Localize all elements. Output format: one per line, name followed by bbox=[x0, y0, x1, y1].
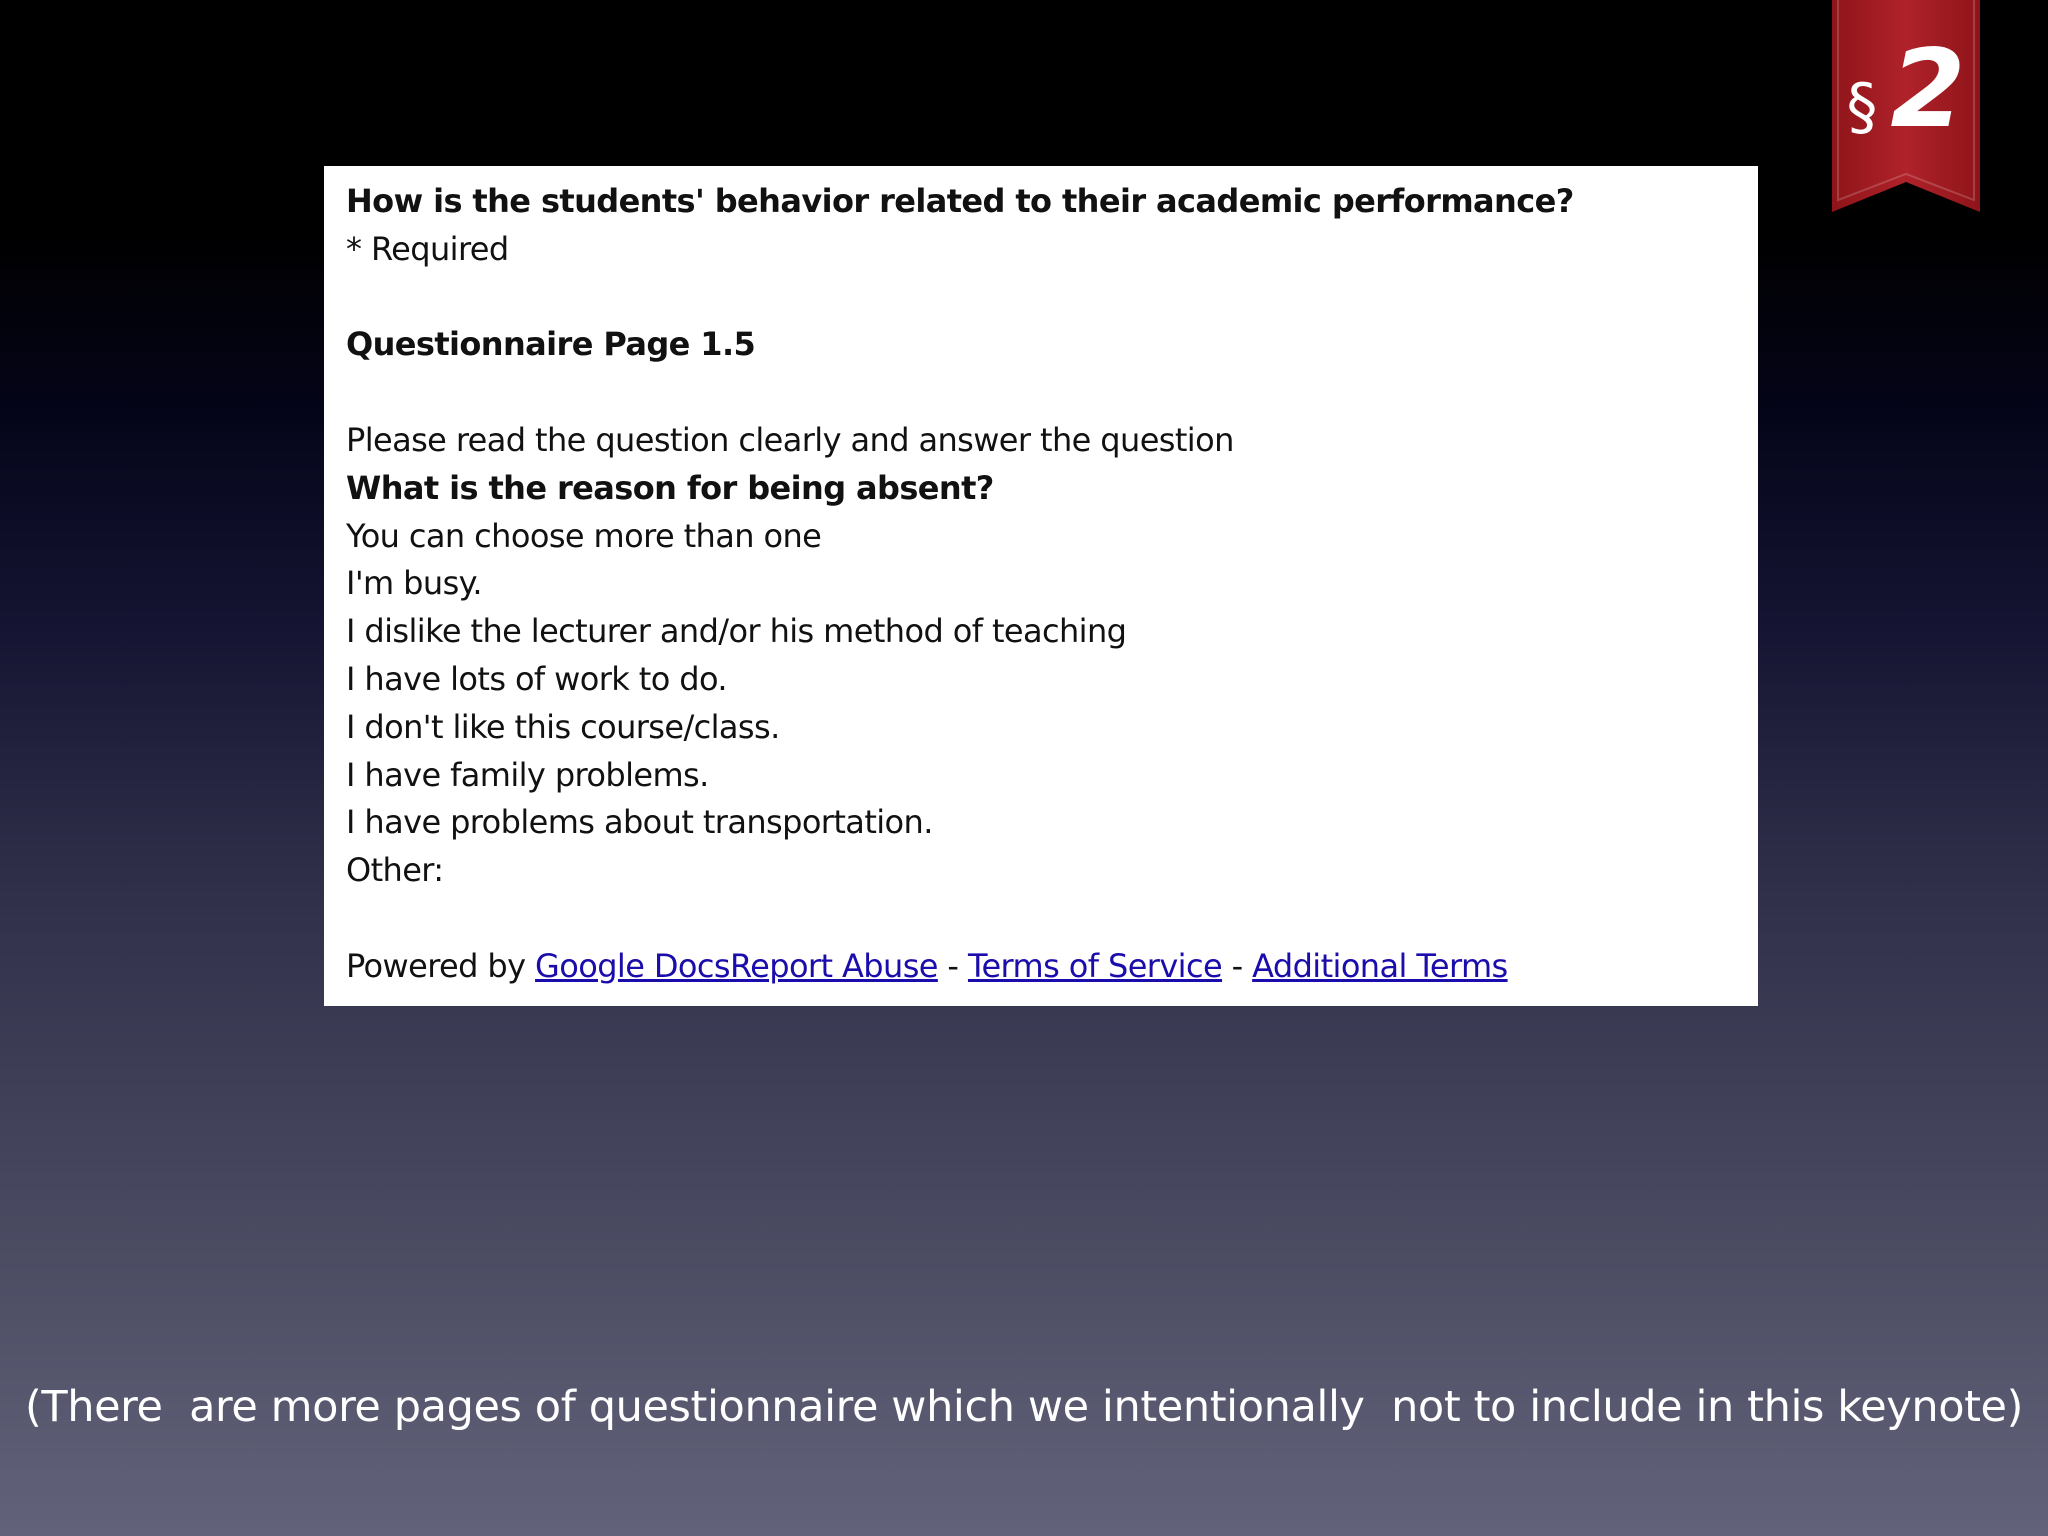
form-footer bbox=[346, 943, 1736, 991]
report-abuse-link[interactable]: Report Abuse bbox=[729, 946, 938, 985]
section-symbol: § bbox=[1846, 70, 1878, 143]
section-number: 2 bbox=[1890, 27, 1966, 152]
instruction-text: Please read the question clearly and answer the question bbox=[346, 420, 1234, 459]
question-text: What is the reason for being absent? bbox=[346, 468, 994, 507]
footer-separator: - bbox=[937, 946, 968, 985]
option-busy[interactable]: I'm busy. bbox=[346, 564, 482, 603]
required-note: * Required bbox=[346, 229, 509, 268]
section-ribbon-badge bbox=[1832, 0, 1980, 212]
google-docs-link[interactable]: Google Docs bbox=[535, 946, 730, 985]
option-other[interactable]: Other: bbox=[346, 851, 444, 890]
option-transportation[interactable]: I have problems about transportation. bbox=[346, 803, 933, 842]
option-lots-of-work[interactable]: I have lots of work to do. bbox=[346, 659, 727, 698]
additional-terms-link[interactable]: Additional Terms bbox=[1252, 946, 1508, 985]
footer-separator: - bbox=[1222, 946, 1253, 985]
spacer bbox=[346, 369, 1736, 417]
spacer bbox=[346, 274, 1736, 322]
option-dislike-course[interactable]: I don't like this course/class. bbox=[346, 707, 780, 746]
terms-of-service-link[interactable]: Terms of Service bbox=[967, 946, 1223, 985]
help-text: You can choose more than one bbox=[346, 516, 822, 555]
powered-by-text: Powered by bbox=[346, 946, 536, 985]
page-heading: Questionnaire Page 1.5 bbox=[346, 325, 756, 364]
form-title: How is the students' behavior related to their academic performance? bbox=[346, 182, 1574, 220]
option-family-problems[interactable]: I have family problems. bbox=[346, 755, 709, 794]
ribbon-shape bbox=[1832, 0, 1980, 212]
slide-caption: (There are more pages of questionnaire which we intentionally not to include in this keynote) bbox=[25, 1382, 2023, 1432]
questionnaire-panel bbox=[324, 166, 1758, 1006]
spacer bbox=[346, 895, 1736, 943]
option-dislike-lecturer[interactable]: I dislike the lecturer and/or his method of teaching bbox=[346, 612, 1127, 651]
